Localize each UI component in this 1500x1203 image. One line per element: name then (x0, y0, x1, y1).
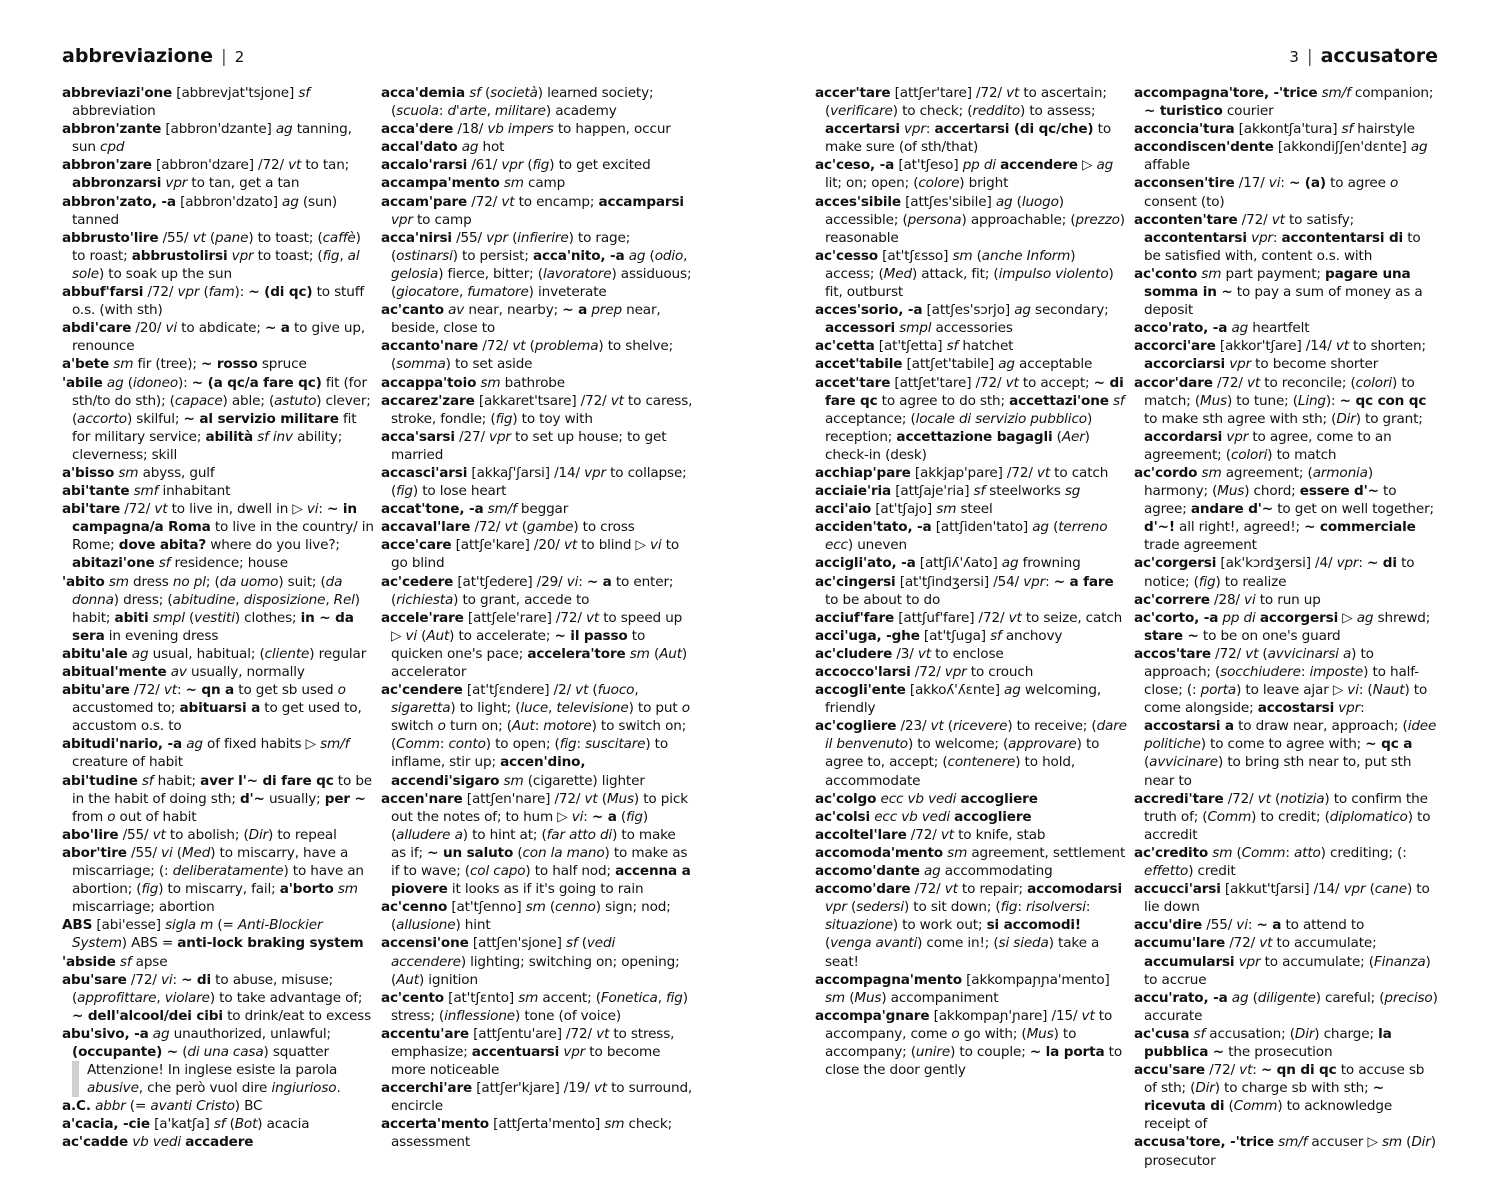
dictionary-entry: accigli'ato, -a [attʃiʎ'ʎato] ag frowning (815, 555, 1081, 572)
dictionary-entry: acconsen'tire /17/ vi: ~ (a) to agree o consent (to) (1134, 175, 1399, 210)
dictionary-column-2 (381, 84, 693, 1152)
dictionary-entry: accappa'toio sm bathrobe (381, 374, 565, 391)
dictionary-entry: acchiap'pare [akkjap'pare] /72/ vt to catch (815, 464, 1109, 481)
dictionary-entry: ABS [abi'esse] sigla m (= Anti-Blockier System) ABS = anti-lock braking system (62, 917, 364, 952)
dictionary-entry: accu'dire /55/ vi: ~ a to attend to (1134, 917, 1365, 934)
usage-note-box: Attenzione! In inglese esiste la parola abusive, che però vuol dire ingiurioso. (72, 1061, 374, 1097)
dictionary-entry: accerta'mento [attʃerta'mento] sm check; assessment (381, 1116, 673, 1151)
dictionary-entry: abitu'are /72/ vt: ~ qn a to get sb used o accustomed to; abituarsi a to get used to, accustom o.s. to (62, 682, 362, 735)
dictionary-entry: accusa'tore, -'trice sm/f accuser ▷ sm (Dir) prosecutor (1134, 1134, 1436, 1169)
dictionary-entry: 'abile ag (idoneo): ~ (a qc/a fare qc) fit (for sth/to do sth); (capace) able; (astuto) clever; (accorto) skilful; ~ al servizio militare fit for military service; abilità sf inv ability; cleverness; skill (62, 374, 371, 463)
dictionary-entry: abbuf'farsi /72/ vpr (fam): ~ (di qc) to stuff o.s. (with sth) (62, 284, 364, 319)
dictionary-entry: acce'care [attʃe'kare] /20/ vt to blind ▷ vi to go blind (381, 537, 680, 572)
dictionary-entry: acciden'tato, -a [attʃiden'tato] ag (terreno ecc) uneven (815, 519, 1108, 554)
dictionary-entry: ac'conto sm part payment; pagare una somma in ~ to pay a sum of money as a deposit (1134, 265, 1423, 319)
dictionary-entry: acci'uga, -ghe [at'tʃuga] sf anchovy (815, 627, 1063, 644)
dictionary-entry: abbrusto'lire /55/ vt (pane) to toast; (caffè) to roast; abbrustolirsi vpr to toast; (fig, al sole) to soak up the sun (62, 229, 361, 282)
dictionary-entry: ac'corgersi [ak'kɔrdʒersi] /4/ vpr: ~ di to notice; (fig) to realize (1134, 555, 1415, 590)
dictionary-column-3 (815, 84, 1127, 1079)
dictionary-entry: accompagna'mento [akkompaɲɲa'mento] sm (Mus) accompaniment (815, 971, 1110, 1006)
dictionary-entry: a'bete sm fir (tree); ~ rosso spruce (62, 356, 307, 373)
header-separator: | (221, 47, 227, 67)
dictionary-entry: ac'cingersi [at'tʃindʒersi] /54/ vpr: ~ a fare to be about to do (815, 573, 1114, 608)
dictionary-entry: accasci'arsi [akkaʃ'ʃarsi] /14/ vpr to collapse; (fig) to lose heart (381, 464, 687, 500)
dictionary-entry: acca'dere /18/ vb impers to happen, occur (381, 121, 671, 138)
page-number-left: 2 (234, 48, 245, 66)
dictionary-entry: accer'tare [attʃer'tare] /72/ vt to ascertain; (verificare) to check; (reddito) to assess; accertarsi vpr: accertarsi (di qc/che) to make sure (of sth/that) (815, 85, 1111, 156)
dictionary-entry: ac'cadde vb vedi accadere (62, 1134, 254, 1151)
header-separator: | (1306, 47, 1313, 67)
dictionary-entry: ac'colsi ecc vb vedi accogliere (815, 808, 1032, 825)
dictionary-entry: abor'tire /55/ vi (Med) to miscarry, have a miscarriage; (: deliberatamente) to have an abortion; (fig) to miscarry, fail; a'borto sm miscarriage; abortion (62, 844, 364, 916)
dictionary-entry: accomo'dare /72/ vt to repair; accomodarsi vpr (sedersi) to sit down; (fig: risolversi: situazione) to work out; si accomodi! (venga avanti) come in!; (si sieda) take a seat! (815, 881, 1122, 970)
dictionary-entry: abdi'care /20/ vi to abdicate; ~ a to give up, renounce (62, 320, 366, 355)
dictionary-entry: accerchi'are [attʃer'kjare] /19/ vt to surround, encircle (381, 1080, 693, 1115)
dictionary-entry: accet'tabile [attʃet'tabile] ag acceptable (815, 356, 1093, 373)
dictionary-column-1 (62, 84, 374, 1152)
dictionary-entry: abi'tudine sf habit; aver l'~ di fare qc to be in the habit of doing sth; d'~ usually; per ~ from o out of habit (62, 772, 373, 825)
page-number-right: 3 (1289, 48, 1299, 66)
dictionary-entry: ac'canto av near, nearby; ~ a prep near, beside, close to (381, 302, 661, 337)
dictionary-entry: ac'cento [at'tʃɛnto] sm accent; (Fonetica, fig) stress; (inflessione) tone (of voice) (381, 989, 688, 1024)
dictionary-entry: ac'cenno [at'tʃenno] sm (cenno) sign; nod; (allusione) hint (381, 899, 671, 934)
dictionary-entry: 'abito sm dress no pl; (da uomo) suit; (da donna) dress; (abitudine, disposizione, Rel) habit; abiti smpl (vestiti) clothes; in ~ da sera in evening dress (62, 573, 360, 644)
dictionary-entry: ac'cesso [at'tʃɛsso] sm (anche Inform) access; (Med) attack, fit; (impulso violento) fit, outburst (815, 247, 1114, 301)
dictionary-entry: acci'aio [at'tʃajo] sm steel (815, 501, 993, 518)
dictionary-entry: accanto'nare /72/ vt (problema) to shelve; (somma) to set aside (381, 338, 674, 373)
dictionary-entry: abu'sivo, -a ag unauthorized, unlawful; (occupante) ~ (di una casa) squatter (62, 1025, 331, 1060)
dictionary-column-4 (1134, 84, 1440, 1170)
dictionary-entry: ac'cendere [at'tʃɛndere] /2/ vt (fuoco, sigaretta) to light; (luce, televisione) to put o switch o turn on; (Aut: motore) to switch on; (Comm: conto) to open; (fig: suscitare) to inflame, stir up; accen'dino, accendi'sigaro sm (cigarette) lighter (381, 682, 690, 789)
dictionary-entry: ac'correre /28/ vi to run up (1134, 591, 1321, 608)
guide-word-left: abbreviazione (62, 45, 214, 67)
dictionary-entry: abbreviazi'one [abbrevjat'tsjone] sf abbreviation (62, 85, 310, 120)
dictionary-entry: abitu'ale ag usual, habitual; (cliente) regular (62, 645, 367, 662)
dictionary-entry: accogli'ente [akkoʎ'ʎɛnte] ag welcoming, friendly (815, 682, 1102, 717)
dictionary-entry: accumu'lare /72/ vt to accumulate; accumularsi vpr to accumulate; (Finanza) to accrue (1134, 935, 1431, 988)
dictionary-entry: accredi'tare /72/ vt (notizia) to confirm the truth of; (Comm) to credit; (diplomatico) to accredit (1134, 790, 1431, 843)
dictionary-entry: accet'tare [attʃet'tare] /72/ vt to accept; ~ di fare qc to agree to do sth; accettazi'one sf acceptance; (locale di servizio pubblico) reception; accettazione bagagli (Aer) check-in (desk) (815, 374, 1125, 463)
dictionary-entry: abbron'zato, -a [abbron'dzato] ag (sun) tanned (62, 193, 338, 228)
dictionary-entry: accucci'arsi [akkut'tʃarsi] /14/ vpr (cane) to lie down (1134, 881, 1430, 916)
dictionary-entry: accondiscen'dente [akkondiʃʃen'dɛnte] ag affable (1134, 139, 1428, 174)
dictionary-entry: accu'sare /72/ vt: ~ qn di qc to accuse sb of sth; (Dir) to charge sb with sth; ~ ricevuta di (Comm) to acknowledge receipt of (1134, 1062, 1425, 1133)
dictionary-entry: ac'corto, -a pp di accorgersi ▷ ag shrewd; stare ~ to be on one's guard (1134, 609, 1431, 644)
dictionary-entry: ac'credito sm (Comm: atto) crediting; (: effetto) credit (1134, 844, 1407, 880)
dictionary-entry: accompagna'tore, -'trice sm/f companion; ~ turistico courier (1134, 85, 1434, 120)
dictionary-entry: accompa'gnare [akkompaɲ'ɲare] /15/ vt to accompany, come o go with; (Mus) to accompany; (unire) to couple; ~ la porta to close the door gently (815, 1007, 1122, 1079)
dictionary-entry: accat'tone, -a sm/f beggar (381, 501, 569, 518)
dictionary-entry: acces'sorio, -a [attʃes'sɔrjo] ag secondary; accessori smpl accessories (815, 302, 1109, 337)
dictionary-entry: ac'cludere /3/ vt to enclose (815, 645, 1004, 662)
dictionary-entry: accorci'are [akkor'tʃare] /14/ vt to shorten; accorciarsi vpr to become shorter (1134, 338, 1426, 373)
dictionary-entry: ac'ceso, -a [at'tʃeso] pp di accendere ▷ ag lit; on; open; (colore) bright (815, 157, 1114, 192)
dictionary-entry: ac'colgo ecc vb vedi accogliere (815, 790, 1038, 807)
dictionary-entry: acca'sarsi /27/ vpr to set up house; to get married (381, 428, 667, 463)
guide-word-right: accusatore (1320, 45, 1438, 67)
dictionary-entry: accensi'one [attʃen'sjone] sf (vedi accendere) lighting; switching on; opening; (Aut) ignition (381, 935, 680, 988)
dictionary-entry: ac'cetta [at'tʃetta] sf hatchet (815, 338, 1014, 355)
dictionary-entry: abi'tante smf inhabitant (62, 483, 231, 500)
dictionary-entry: ac'cusa sf accusation; (Dir) charge; la pubblica ~ the prosecution (1134, 1025, 1392, 1060)
dictionary-entry: acces'sibile [attʃes'sibile] ag (luogo) accessible; (persona) approachable; (prezzo) reasonable (815, 193, 1125, 246)
dictionary-entry: abbron'zare [abbron'dzare] /72/ vt to tan; abbronzarsi vpr to tan, get a tan (62, 157, 350, 192)
dictionary-entry: accarez'zare [akkaret'tsare] /72/ vt to caress, stroke, fondle; (fig) to toy with (381, 392, 693, 427)
dictionary-entry: accentu'are [attʃentu'are] /72/ vt to stress, emphasize; accentuarsi vpr to become more noticeable (381, 1025, 675, 1079)
dictionary-entry: ac'cordo sm agreement; (armonia) harmony; (Mus) chord; essere d'~ to agree; andare d'~ to get on well together; d'~! all right!, agreed!; ~ commerciale trade agreement (1134, 464, 1434, 554)
running-head-left (62, 43, 244, 70)
dictionary-entry: acconten'tare /72/ vt to satisfy; accontentarsi vpr: accontentarsi di to be satisfied with, content o.s. with (1134, 211, 1421, 264)
dictionary-entry: acciaie'ria [attʃaje'ria] sf steelworks sg (815, 483, 1081, 500)
dictionary-entry: accu'rato, -a ag (diligente) careful; (preciso) accurate (1134, 989, 1438, 1024)
dictionary-entry: acco'rato, -a ag heartfelt (1134, 320, 1310, 337)
dictionary-entry: accomoda'mento sm agreement, settlement (815, 844, 1126, 861)
dictionary-entry: abitual'mente av usually, normally (62, 664, 305, 680)
dictionary-entry: accam'pare /72/ vt to encamp; accamparsi vpr to camp (381, 193, 684, 228)
dictionary-entry: abi'tare /72/ vt to live in, dwell in ▷ vi: ~ in campagna/a Roma to live in the country/ in Rome; dove abita? where do you live?; abitazi'one sf residence; house (62, 501, 374, 572)
dictionary-entry: a'cacia, -cie [a'katʃa] sf (Bot) acacia (62, 1116, 310, 1133)
running-head-right (1289, 43, 1438, 70)
dictionary-entry: accocco'larsi /72/ vpr to crouch (815, 664, 1034, 680)
dictionary-entry: acca'demia sf (società) learned society; (scuola: d'arte, militare) academy (381, 85, 654, 120)
dictionary-entry: accampa'mento sm camp (381, 175, 566, 192)
dictionary-entry: accen'nare [attʃen'nare] /72/ vt (Mus) to pick out the notes of; to hum ▷ vi: ~ a (fig) (alludere a) to hint at; (far atto di) to make as if; ~ un saluto (con la mano) to make as if to wave; (col capo) to half nod; accenna a piovere it looks as if it's going to rain (381, 790, 691, 898)
dictionary-entry: acciuf'fare [attʃuf'fare] /72/ vt to seize, catch (815, 609, 1123, 626)
dictionary-entry: accoltel'lare /72/ vt to knife, stab (815, 826, 1046, 843)
dictionary-entry: abbron'zante [abbron'dzante] ag tanning, sun cpd (62, 121, 352, 156)
dictionary-entry: ac'cogliere /23/ vt (ricevere) to receive; (dare il benvenuto) to welcome; (approvare) to agree to, accept; (contenere) to hold, accommodate (815, 718, 1127, 789)
dictionary-entry: ac'cedere [at'tʃedere] /29/ vi: ~ a to enter; (richiesta) to grant, accede to (381, 573, 674, 608)
dictionary-entry: accomo'dante ag accommodating (815, 863, 1053, 880)
dictionary-entry: acconcia'tura [akkontʃa'tura] sf hairstyle (1134, 121, 1415, 138)
dictionary-entry: a'bisso sm abyss, gulf (62, 464, 215, 481)
dictionary-entry: accos'tare /72/ vt (avvicinarsi a) to approach; (socchiudere: imposte) to half-close; (: porta) to leave ajar ▷ vi: (Naut) to come alongside; accostarsi vpr: accostarsi a to draw near, approach; (idee politiche) to come to agree with; ~ qc a (avvicinare) to bring sth near to, put sth near to (1134, 645, 1437, 789)
dictionary-entry: abo'lire /55/ vt to abolish; (Dir) to repeal (62, 826, 337, 843)
dictionary-entry: abitudi'nario, -a ag of fixed habits ▷ sm/f creature of habit (62, 736, 350, 771)
dictionary-entry: 'abside sf apse (62, 953, 168, 970)
dictionary-entry: abu'sare /72/ vi: ~ di to abuse, misuse; (approfittare, violare) to take advantage of; ~ dell'alcool/dei cibi to drink/eat to excess (62, 971, 372, 1024)
dictionary-entry: accalo'rarsi /61/ vpr (fig) to get excited (381, 157, 651, 174)
dictionary-entry: accele'rare [attʃele'rare] /72/ vt to speed up ▷ vi (Aut) to accelerate; ~ il passo to quicken one's pace; accelera'tore sm (Aut) accelerator (381, 609, 688, 680)
dictionary-entry: acca'nirsi /55/ vpr (infierire) to rage; (ostinarsi) to persist; acca'nito, -a ag (odio, gelosia) fierce, bitter; (lavoratore) assiduous; (giocatore, fumatore) inveterate (381, 229, 692, 301)
dictionary-entry: accal'dato ag hot (381, 139, 505, 156)
dictionary-entry: a.C. abbr (= avanti Cristo) BC (62, 1098, 263, 1115)
dictionary-entry: accor'dare /72/ vt to reconcile; (colori) to match; (Mus) to tune; (Ling): ~ qc con qc to make sth agree with sth; (Dir) to grant; accordarsi vpr to agree, come to an agreement; (colori) to match (1134, 374, 1427, 463)
dictionary-entry: accaval'lare /72/ vt (gambe) to cross (381, 519, 635, 536)
